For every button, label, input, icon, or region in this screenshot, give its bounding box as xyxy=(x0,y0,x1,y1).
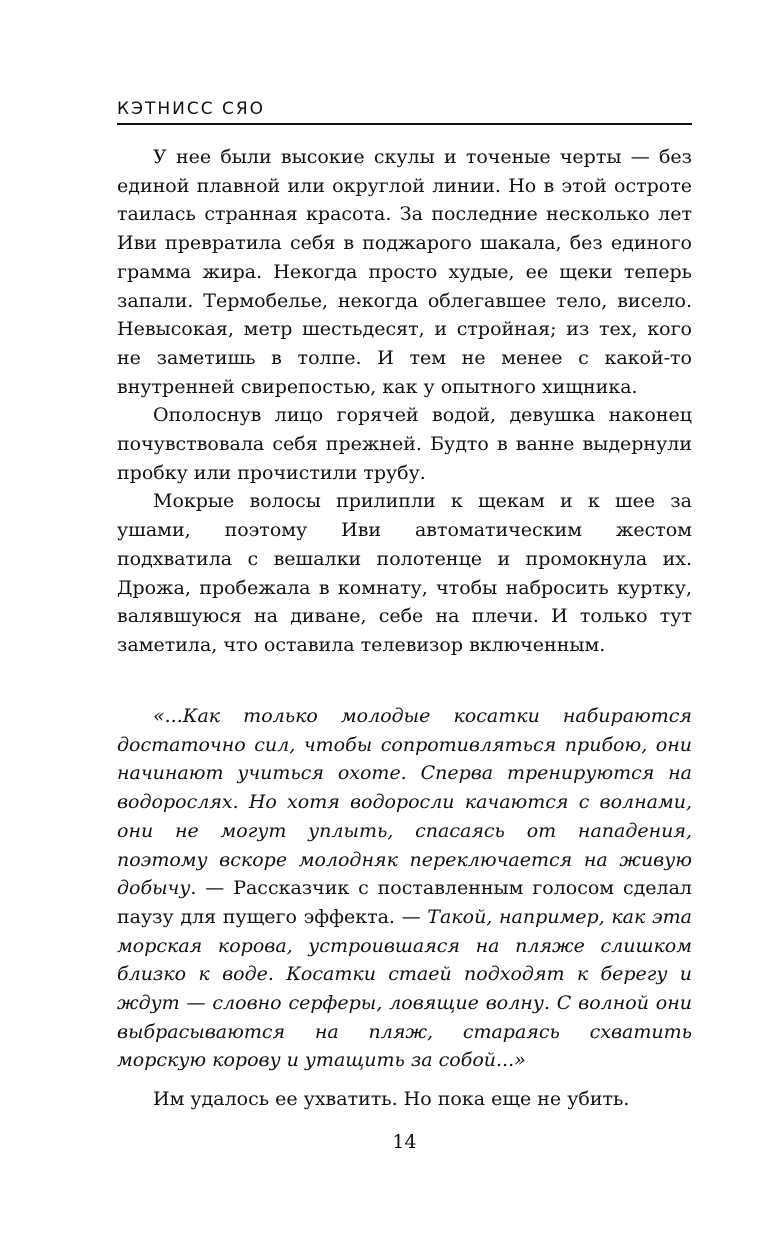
paragraph: Им удалось ее ухватить. Но пока еще не убить. xyxy=(153,1088,630,1110)
quote-part-1: «...Как только молодые косатки набираются достаточно сил, чтобы сопротивляться прибою, они начинают учиться охоте. Сперва тренируются на водорослях. Но хотя водоросли качаются с волнами, они не могут уплыть, спасаясь от нападения, поэтому вскоре молодняк переключается на живую добычу. — xyxy=(117,705,692,900)
book-page xyxy=(117,0,692,1240)
quote-paragraph xyxy=(117,702,692,1075)
paragraph: Ополоснув лицо горячей водой, девушка наконец почувствовала себя прежней. Будто в ванне выдернули пробку или прочистили трубу. xyxy=(117,404,692,484)
quote-part-2: — Такой, например, как эта морская корова, устроившаяся на пляже слишком близко к воде. Косатки стаей подходят к берегу и ждут — словно серферы, ловящие волну. С волной они выбрасываются на пляж, стараясь схватить морскую корову и утащить за собой...» xyxy=(117,905,692,1072)
paragraph: У нее были высокие скулы и точеные черты — без единой плавной или округлой линии. Но в этой остроте таилась странная красота. За последние несколько лет Иви превратила себя в поджарого шакала, без единого грамма жира. Некогда просто худые, ее щеки теперь запали. Термобелье, некогда облегавшее тело, висело. Невысокая, метр шестьдесят, и стройная; из тех, кого не заметишь в толпе. И тем не менее с какой-то внутренней свирепостью, как у опытного хищника. xyxy=(117,146,692,398)
running-header xyxy=(117,93,692,125)
closing-text xyxy=(117,1085,692,1114)
main-text xyxy=(117,143,692,660)
running-title: КЭТНИСС СЯО xyxy=(117,99,266,119)
paragraph: Мокрые волосы прилипли к щекам и к шее за ушами, поэтому Иви автоматическим жестом подхватила с вешалки полотенце и промокнула их. Дрожа, пробежала в комнату, чтобы набросить куртку, валявшуюся на диване, себе на плечи. И только тут заметила, что оставила телевизор включенным. xyxy=(117,490,692,656)
page-number: 14 xyxy=(392,1131,417,1153)
tv-quote xyxy=(117,702,692,1075)
narration-text: Рассказчик с поставленным голосом сделал паузу для пущего эффекта. xyxy=(117,877,692,928)
